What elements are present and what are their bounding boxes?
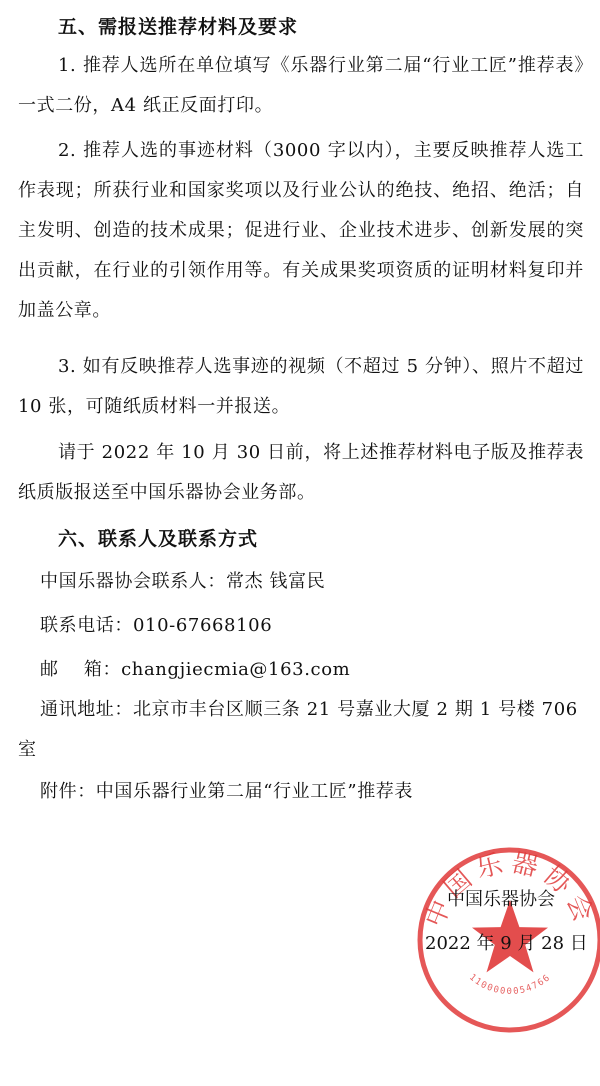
section-6-title: 六、联系人及联系方式 xyxy=(58,528,259,550)
paragraph-2 xyxy=(18,131,584,331)
contact-email: 邮 箱：changjiecmia@163.com xyxy=(40,659,351,680)
section-5-title: 五、需报送推荐材料及要求 xyxy=(58,16,299,38)
seal-number: 1100000054766 xyxy=(467,972,553,998)
paragraph-2-text: 2. 推荐人选的事迹材料（3000 字以内），主要反映推荐人选工作表现；所获行业和国家奖项以及行业公认的绝技、绝招、绝活；自主发明、创造的技术成果；促进行业、企业技术进步、创新发展的突出贡献，在行业的引领作用等。有关成果奖项资质的证明材料复印并加盖公章。 xyxy=(18,140,584,321)
contact-address-text: 通讯地址：北京市丰台区顺三条 21 号嘉业大厦 2 期 1 号楼 706 室 xyxy=(18,699,578,760)
paragraph-3-text: 3. 如有反映推荐人选事迹的视频（不超过 5 分钟）、照片不超过 10 张，可随纸质材料一并报送。 xyxy=(18,356,584,417)
contact-persons: 中国乐器协会联系人：常杰 钱富民 xyxy=(40,571,326,592)
paragraph-4-text: 请于 2022 年 10 月 30 日前，将上述推荐材料电子版及推荐表纸质版报送至中国乐器协会业务部。 xyxy=(18,442,584,503)
seal-arc-text: 中国乐器协会 xyxy=(419,847,600,932)
contact-address xyxy=(18,690,584,770)
paragraph-1-text: 1. 推荐人选所在单位填写《乐器行业第二届“行业工匠”推荐表》一式二份，A4 纸正反面打印。 xyxy=(18,55,584,116)
paragraph-1 xyxy=(18,46,584,126)
contact-phone: 联系电话：010-67668106 xyxy=(40,615,273,636)
paragraph-3 xyxy=(18,347,584,427)
signature-date: 2022 年 9 月 28 日 xyxy=(425,933,588,954)
signature-organization: 中国乐器协会 xyxy=(447,889,555,910)
paragraph-4 xyxy=(18,433,584,513)
attachment-line: 附件：中国乐器行业第二届“行业工匠”推荐表 xyxy=(40,781,414,802)
